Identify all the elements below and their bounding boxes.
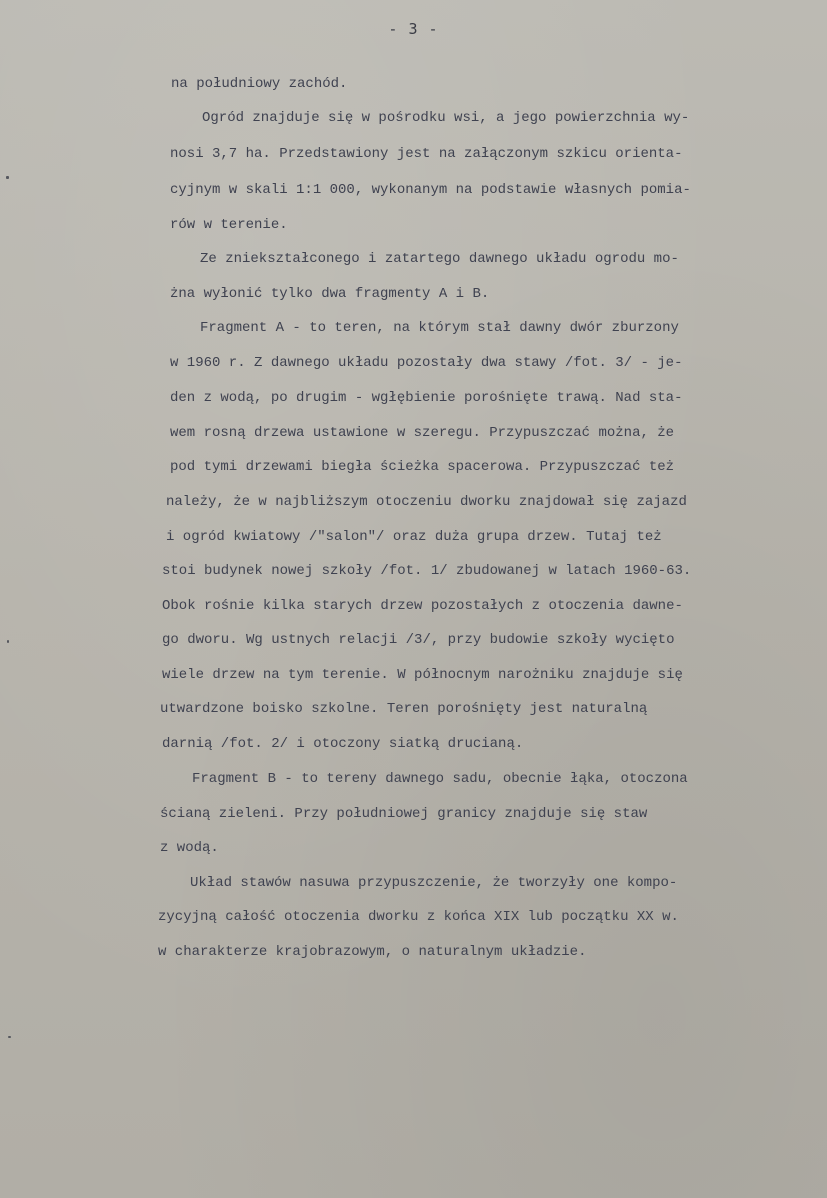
text-line: i ogród kwiatowy /"salon"/ oraz duża grupa drzew. Tutaj też bbox=[166, 529, 662, 545]
text-line: zycyjną całość otoczenia dworku z końca XIX lub początku XX w. bbox=[158, 909, 679, 925]
text-line: należy, że w najbliższym otoczeniu dworku znajdował się zajazd bbox=[166, 494, 687, 510]
text-line: ścianą zieleni. Przy południowej granicy znajduje się staw bbox=[160, 806, 648, 822]
text-line: pod tymi drzewami biegła ścieżka spacerowa. Przypuszczać też bbox=[170, 459, 675, 475]
text-line: den z wodą, po drugim - wgłębienie porośnięte trawą. Nad sta- bbox=[170, 390, 683, 406]
margin-mark bbox=[7, 640, 9, 643]
text-line: na południowy zachód. bbox=[171, 76, 348, 92]
text-line: stoi budynek nowej szkoły /fot. 1/ zbudowanej w latach 1960-63. bbox=[162, 563, 692, 579]
text-line: Ze zniekształconego i zatartego dawnego układu ogrodu mo- bbox=[200, 251, 679, 267]
page-number: - 3 - bbox=[388, 20, 439, 38]
text-line: nosi 3,7 ha. Przedstawiony jest na załączonym szkicu orienta- bbox=[170, 146, 683, 162]
text-line: Fragment A - to teren, na którym stał dawny dwór zburzony bbox=[200, 320, 679, 336]
text-line: z wodą. bbox=[160, 840, 219, 856]
text-line: w charakterze krajobrazowym, o naturalnym układzie. bbox=[158, 944, 587, 960]
text-line: rów w terenie. bbox=[170, 217, 288, 233]
text-line: Ogród znajduje się w pośrodku wsi, a jego powierzchnia wy- bbox=[202, 110, 690, 126]
text-line: cyjnym w skali 1:1 000, wykonanym na podstawie własnych pomia- bbox=[170, 182, 691, 198]
text-line: wem rosną drzewa ustawione w szeregu. Przypuszczać można, że bbox=[170, 425, 675, 441]
text-line: Fragment B - to tereny dawnego sadu, obecnie łąka, otoczona bbox=[192, 771, 688, 787]
text-line: Układ stawów nasuwa przypuszczenie, że tworzyły one kompo- bbox=[190, 875, 678, 891]
margin-mark bbox=[8, 1036, 11, 1038]
text-line: Obok rośnie kilka starych drzew pozostałych z otoczenia dawne- bbox=[162, 598, 683, 614]
text-line: żna wyłonić tylko dwa fragmenty A i B. bbox=[170, 286, 490, 302]
text-line: darnią /fot. 2/ i otoczony siatką drucianą. bbox=[162, 736, 524, 752]
text-line: go dworu. Wg ustnych relacji /3/, przy budowie szkoły wycięto bbox=[162, 632, 675, 648]
text-line: wiele drzew na tym terenie. W północnym narożniku znajduje się bbox=[162, 667, 683, 683]
text-line: w 1960 r. Z dawnego układu pozostały dwa stawy /fot. 3/ - je- bbox=[170, 355, 683, 371]
text-line: utwardzone boisko szkolne. Teren porośnięty jest naturalną bbox=[160, 701, 648, 717]
margin-mark bbox=[6, 176, 9, 179]
